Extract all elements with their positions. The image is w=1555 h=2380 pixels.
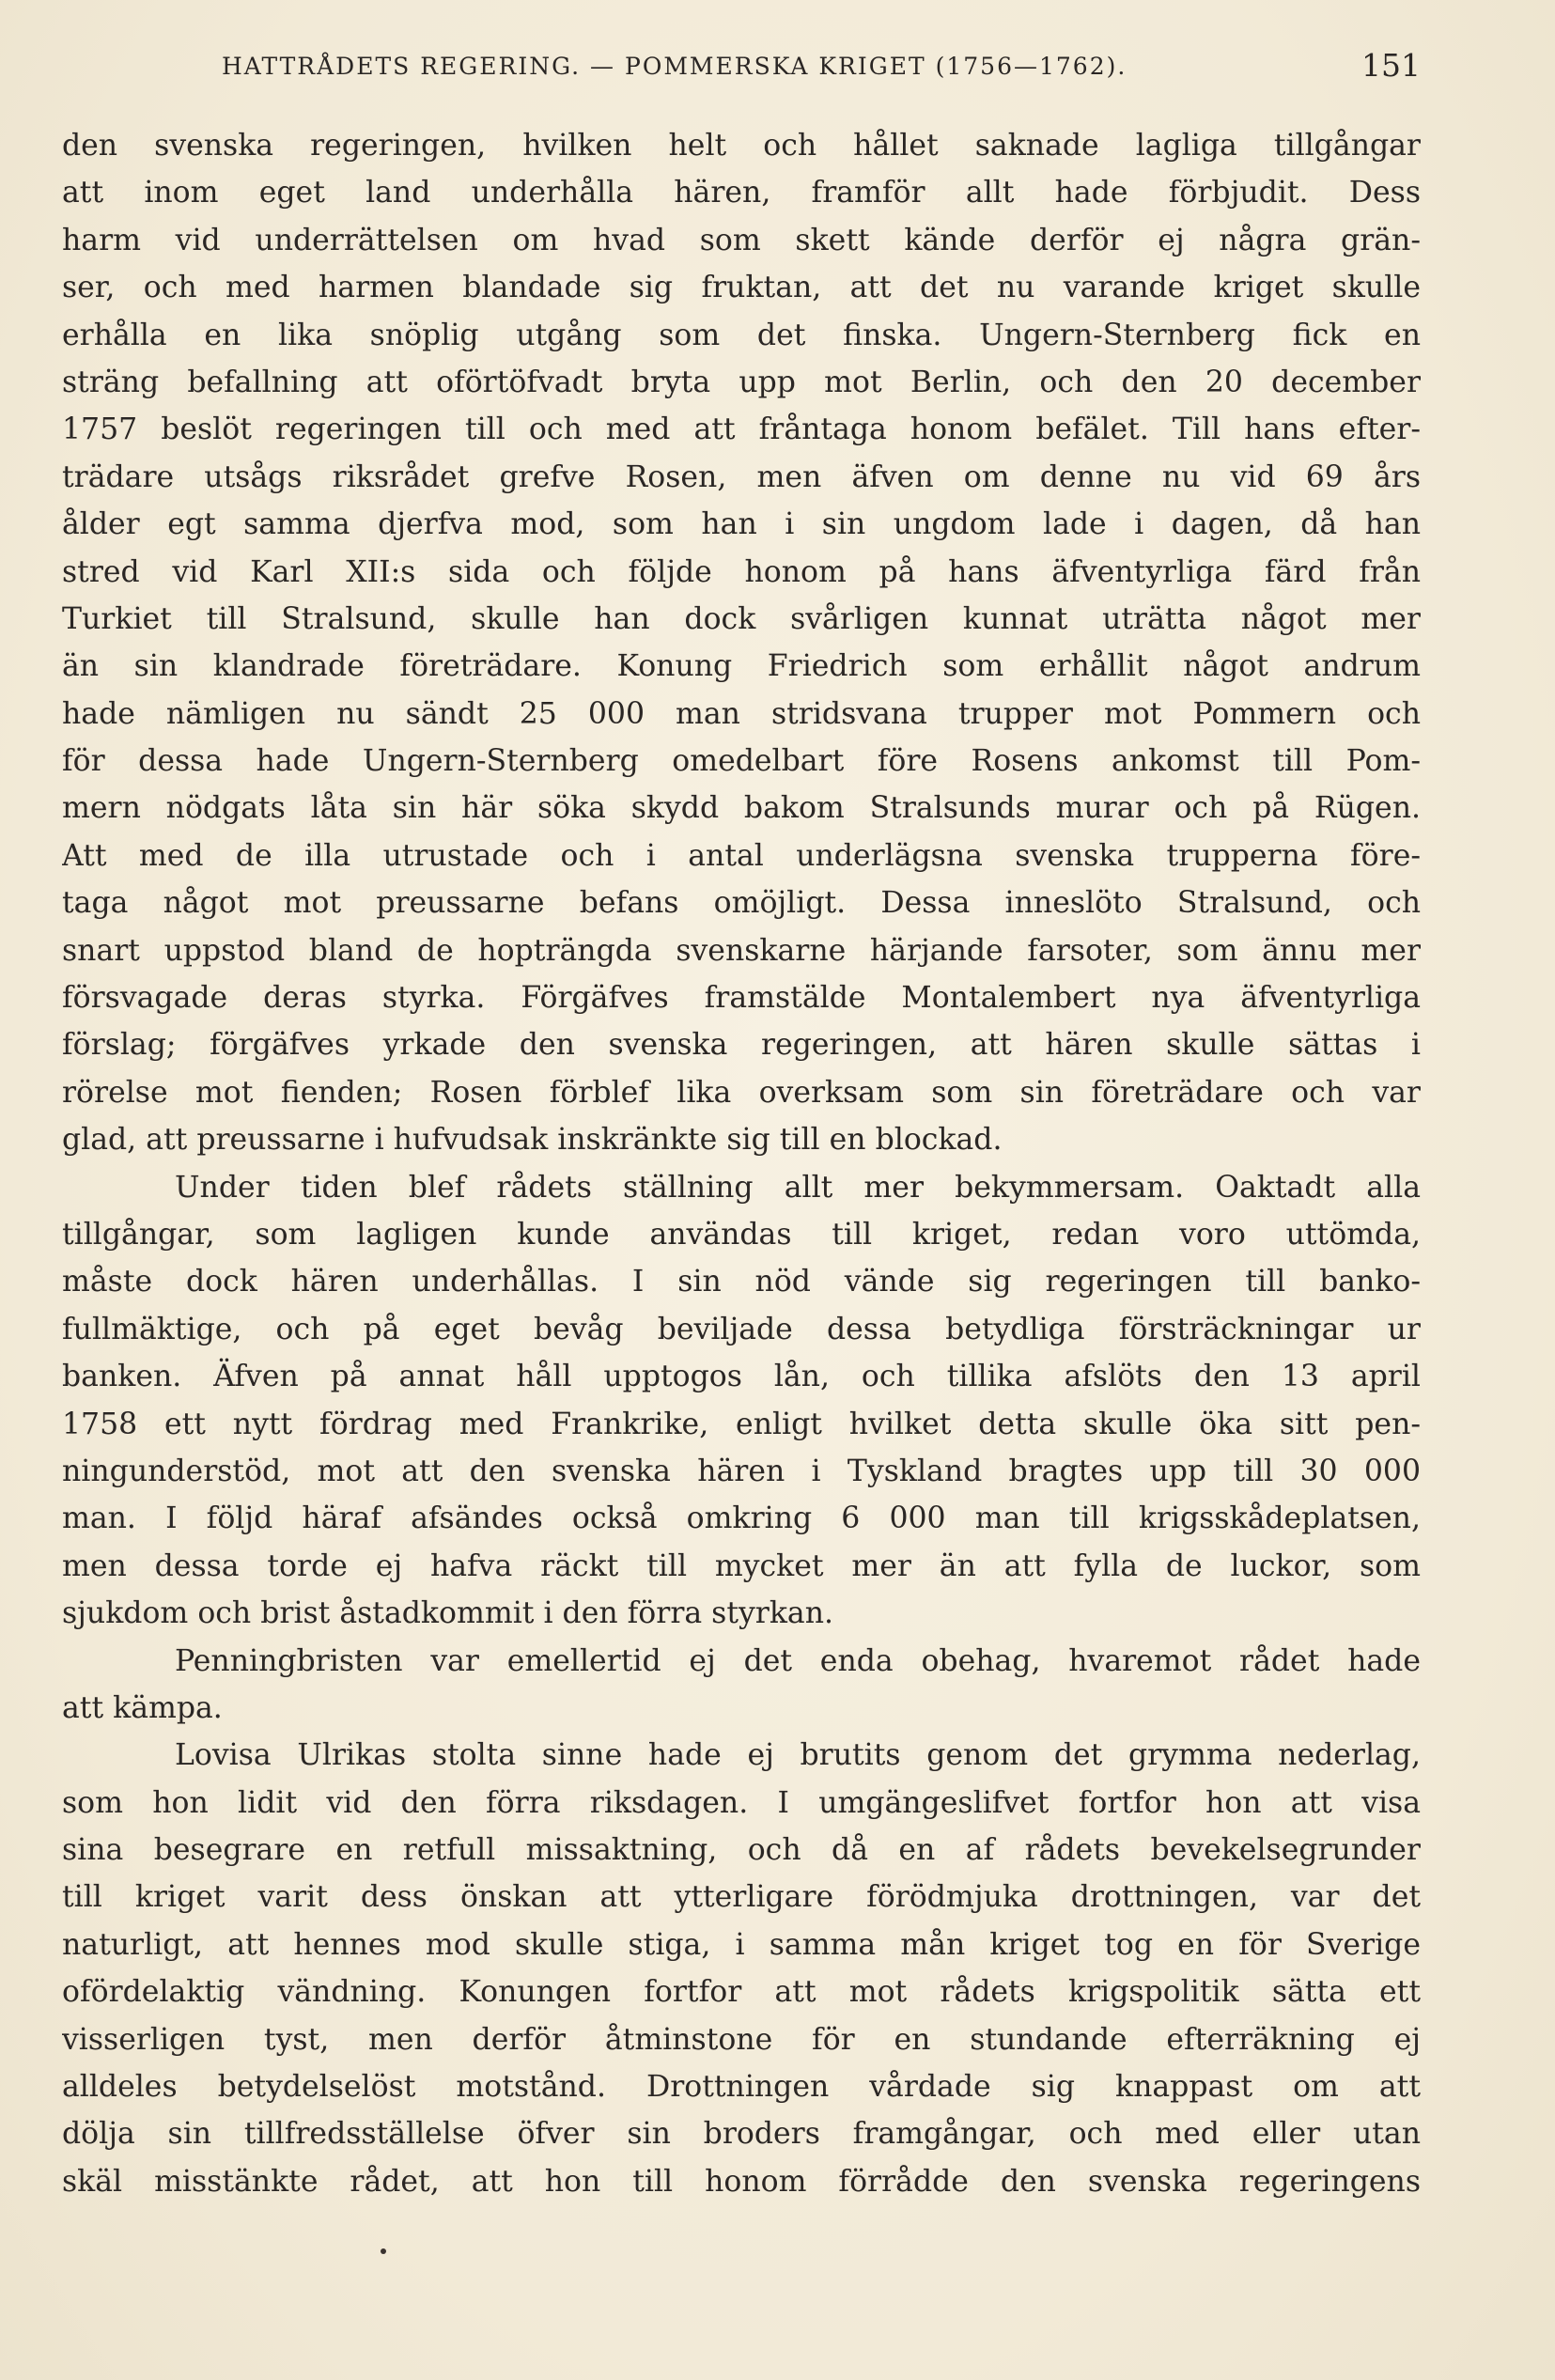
text-line: visserligen tyst, men derför åtminstone för en stundande efterräkning ej <box>62 2022 1421 2057</box>
text-line: 1757 beslöt regeringen till och med att fråntaga honom befälet. Till hans efter- <box>62 412 1421 447</box>
text-line: rörelse mot fienden; Rosen förblef lika overksam som sin företrädare och var <box>62 1075 1421 1110</box>
text-line: banken. Äfven på annat håll upptogos lån, och tillika afslöts den 13 april <box>62 1360 1421 1394</box>
text-line: 1758 ett nytt fördrag med Frankrike, enligt hvilket detta skulle öka sitt pen- <box>62 1407 1421 1441</box>
text-line: hade nämligen nu sändt 25 000 man stridsvana trupper mot Pommern och <box>62 696 1421 731</box>
text-line: Turkiet till Stralsund, skulle han dock svårligen kunnat uträtta något mer <box>62 601 1421 636</box>
text-line: Lovisa Ulrikas stolta sinne hade ej brutits genom det grymma nederlag, <box>175 1738 1421 1773</box>
text-line: taga något mot preussarne befans omöjligt. Dessa inneslöto Stralsund, och <box>62 886 1421 921</box>
text-line: Penningbristen var emellertid ej det enda obehag, hvaremot rådet hade <box>175 1643 1421 1678</box>
text-line: naturligt, att hennes mod skulle stiga, i samma mån kriget tog en för Sverige <box>62 1927 1421 1962</box>
page-number: 151 <box>1361 47 1421 84</box>
text-line: måste dock hären underhållas. I sin nöd vände sig regeringen till banko- <box>62 1265 1421 1299</box>
text-line: ofördelaktig vändning. Konungen fortfor att mot rådets krigspolitik sätta ett <box>62 1975 1421 2010</box>
text-line: ålder egt samma djerfva mod, som han i sin ungdom lade i dagen, då han <box>62 507 1421 542</box>
text-line: dölja sin tillfredsställelse öfver sin broders framgångar, och med eller utan <box>62 2117 1421 2152</box>
text-line: harm vid underrättelsen om hvad som skett kände derför ej några grän- <box>62 223 1421 257</box>
text-line: skäl misstänkte rådet, att hon till honom förrådde den svenska regeringens <box>62 2164 1421 2199</box>
text-line: fullmäktige, och på eget bevåg beviljade dessa betydliga försträckningar ur <box>62 1312 1421 1346</box>
text-line: stred vid Karl XII:s sida och följde honom på hans äfventyrliga färd från <box>62 554 1421 589</box>
body-text <box>62 122 1421 2205</box>
text-line: Under tiden blef rådets ställning allt mer bekymmersam. Oaktadt alla <box>175 1170 1421 1205</box>
text-line: sjukdom och brist åstadkommit i den förra styrkan. <box>62 1596 834 1631</box>
text-line: erhålla en lika snöplig utgång som det finska. Ungern-Sternberg fick en <box>62 318 1421 352</box>
text-line: tillgångar, som lagligen kunde användas till kriget, redan voro uttömda, <box>62 1217 1421 1252</box>
text-line: ningunderstöd, mot att den svenska hären i Tyskland bragtes upp till 30 000 <box>62 1454 1421 1488</box>
running-head: HATTRÅDETS REGERING. — POMMERSKA KRIGET (1756—1762). <box>222 53 1127 80</box>
text-line: glad, att preussarne i hufvudsak inskränkte sig till en blockad. <box>62 1123 1003 1158</box>
text-line: den svenska regeringen, hvilken helt och hållet saknade lagliga tillgångar <box>62 129 1421 163</box>
text-line: förslag; förgäfves yrkade den svenska regeringen, att hären skulle sättas i <box>62 1028 1421 1063</box>
text-line: snart uppstod bland de hopträngda svenskarne härjande farsoter, som ännu mer <box>62 933 1421 968</box>
text-line: försvagade deras styrka. Förgäfves framstälde Montalembert nya äfventyrliga <box>62 981 1421 1016</box>
text-line: sträng befallning att oförtöfvadt bryta upp mot Berlin, och den 20 december <box>62 365 1421 399</box>
text-line: man. I följd häraf afsändes också omkring 6 000 man till krigsskådeplatsen, <box>62 1501 1421 1536</box>
text-line: alldeles betydelselöst motstånd. Drottningen vårdade sig knappast om att <box>62 2070 1421 2105</box>
text-line: att inom eget land underhålla hären, framför allt hade förbjudit. Dess <box>62 176 1421 210</box>
text-line: ser, och med harmen blandade sig fruktan, att det nu varande kriget skulle <box>62 271 1421 305</box>
text-line: trädare utsågs riksrådet grefve Rosen, men äfven om denne nu vid 69 års <box>62 459 1421 494</box>
text-line: som hon lidit vid den förra riksdagen. I umgängeslifvet fortfor hon att visa <box>62 1785 1421 1820</box>
text-line: för dessa hade Ungern-Sternberg omedelbart före Rosens ankomst till Pom- <box>62 744 1421 779</box>
text-line: Att med de illa utrustade och i antal underlägsna svenska trupperna före- <box>62 838 1421 873</box>
ink-speck <box>381 2248 386 2254</box>
text-line: att kämpa. <box>62 1690 223 1725</box>
page-header <box>62 45 1421 88</box>
text-line: än sin klandrade företrädare. Konung Friedrich som erhållit något andrum <box>62 649 1421 684</box>
text-line: till kriget varit dess önskan att ytterligare förödmjuka drottningen, var det <box>62 1880 1421 1915</box>
text-line: men dessa torde ej hafva räckt till mycket mer än att fylla de luckor, som <box>62 1548 1421 1583</box>
text-line: sina besegrare en retfull missaktning, och då en af rådets bevekelsegrunder <box>62 1833 1421 1868</box>
text-line: mern nödgats låta sin här söka skydd bakom Stralsunds murar och på Rügen. <box>62 791 1421 826</box>
